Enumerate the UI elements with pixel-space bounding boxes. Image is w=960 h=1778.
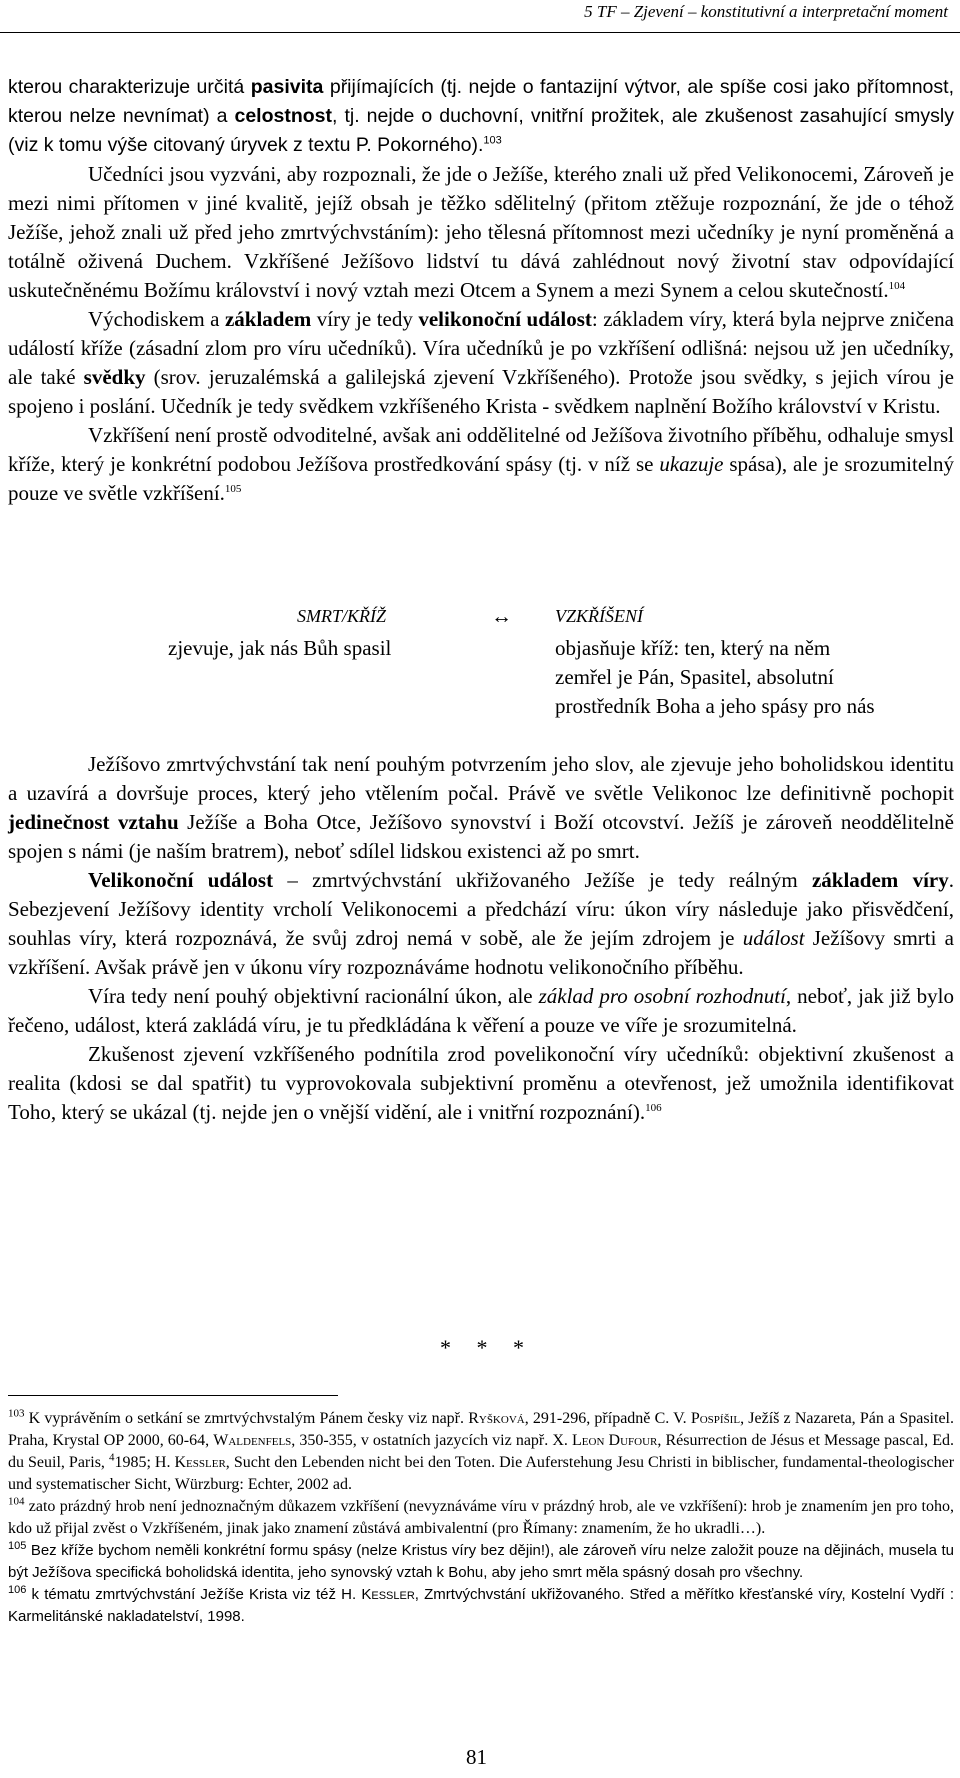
text-run: Ježíše a Boha Otce, Ježíšovo synovství i Boží otcovství. Ježíš je zároveň neoddělitelně spojen s námi (je naším bratrem), neboť sdílel lidskou existenci až po smrt.: [8, 810, 954, 863]
paragraph-4: [8, 421, 954, 508]
text-run: kterou charakterizuje určitá: [8, 76, 251, 98]
footnote-number: 104: [8, 1495, 25, 1508]
footnote-ref-104[interactable]: 104: [888, 280, 906, 292]
text-run: , Résurrection de Jésus et Message pascal, Ed. du Seuil, Paris,: [8, 1432, 954, 1471]
text-run: K vyprávěním o setkání se zmrtvýchvstalým Pánem česky viz např.: [24, 1410, 469, 1427]
paragraph-2: [8, 160, 954, 305]
text-run: , Sucht den Lebenden nicht bei den Toten. Die Auferstehung Jesu Christi in biblischer, fundamental-theologischer und systematischer Sicht, Würzburg: Echter, 2002 ad.: [8, 1454, 955, 1493]
emphasis-velikonocni-udalost: velikonoční událost: [418, 307, 592, 331]
text-run: spása), ale je srozumitelný pouze ve světle vzkříšení.: [8, 452, 955, 505]
paragraph-7: [8, 982, 954, 1040]
author-name: Leon Dufour: [572, 1432, 658, 1449]
section-separator: * * *: [440, 1335, 534, 1360]
emphasis-pasivita: pasivita: [250, 76, 324, 98]
text-run: Ježíšovo zmrtvýchvstání tak není pouhým potvrzením jeho slov, ale zjevuje jeho boholidskou identitu a uzavírá a dovršuje proces, který jeho vtělením počal. Právě ve světle Velikonoc lze definitivně pochopit: [8, 752, 954, 805]
text-run: Zkušenost zjevení vzkříšeného podnítila zrod povelikonoční víry učedníků: objektivní zkušenost a realita (kdosi se dal spatřit) tu vyprovokovala subjektivní proměnu a otevřenost, jež umožnila identifikovat Toho, který se ukázal (tj. nejde jen o vnější vidění, ale i vnitřní rozpoznání).: [8, 1042, 954, 1124]
main-text-continued: [8, 750, 954, 1127]
paragraph-8: [8, 1040, 954, 1127]
figure-left-text: zjevuje, jak nás Bůh spasil: [168, 636, 392, 660]
text-run: , Ježíš z Nazareta, Pán a Spasitel. Praha, Krystal OP 2000, 60-64,: [8, 1410, 954, 1449]
text-run: Vzkříšení není prostě odvoditelné, avšak ani oddělitelné od Ježíšova životního příběhu, odhaluje smysl kříže, který je konkrétní podobou Ježíšova prostředkování spásy (tj. v níž se: [8, 423, 954, 476]
footnote-divider: [8, 1395, 338, 1396]
text-run: k tématu zmrtvýchvstání Ježíše Krista viz též H.: [26, 1586, 362, 1603]
author-name: Pospíšil: [690, 1410, 741, 1427]
paragraph-6: [8, 866, 954, 982]
footnote-number: 105: [8, 1540, 27, 1552]
text-run: . Sebezjevení Ježíšovy identity vrcholí Velikonocemi a předchází víru: úkon víry následuje jako přisvědčení, souhlas víry, která rozpoznává, že svůj zdroj nemá v sobě, ale že jejím zdrojem je: [8, 868, 954, 950]
text-run: , 291-296, případně C. V.: [524, 1410, 691, 1427]
text-run: (srov. jeruzalémská a galilejská zjevení Vzkříšeného). Protože jsou svědky, s jejich vírou je spojeno i poslání. Učedník je tedy svědkem vzkříšeného Krista - svědkem naplnění Božího království v Kristu.: [8, 365, 954, 418]
emphasis-svedky: svědky: [83, 365, 146, 389]
text-run: Učedníci jsou vyzváni, aby rozpoznali, že jde o Ježíše, kterého znali už před Velikonocemi, Zároveň je mezi nimi přítomen v jiné kvalitě, jejíž obsah je těžko sdělitelný (přitom ztěžuje rozpoznání, že jde o téhož Ježíše, jehož znali už před jeho zmrtvýchvstáním): jeho tělesná přítomnost mezi učedníky je nyní proměněná a totálně oživená Duchem. Vzkříšené Ježíšovo lidství tu dává zahlédnout nový životní stav odpovídající uskutečněnému Božímu království i nový vztah mezi Otcem a Synem a mezi Synem a celou skutečností.: [8, 162, 954, 302]
figure-right-text: [555, 634, 955, 721]
text-run: Víra tedy není pouhý objektivní racionální úkon, ale: [88, 984, 539, 1008]
italic-udalost: událost: [742, 926, 805, 950]
italic-ukazuje: ukazuje: [659, 452, 724, 476]
text-run: – zmrtvýchvstání ukřižovaného Ježíše je tedy reálným: [273, 868, 812, 892]
emphasis-jedinecnost-vztahu: jedinečnost vztahu: [8, 810, 179, 834]
text-run: , Zmrtvýchvstání ukřižovaného. Střed a měřítko křesťanské víry, Kostelní Vydří : Karmelitánské nakladatelství, 1998.: [8, 1586, 955, 1625]
header-divider: [0, 32, 960, 33]
edition-superscript: 4: [108, 1451, 115, 1464]
emphasis-zakladem-viry: základem víry: [811, 868, 949, 892]
paragraph-1: [8, 73, 954, 160]
footnote-ref-105[interactable]: 105: [224, 483, 242, 495]
page-number: 81: [466, 1745, 487, 1769]
emphasis-celostnost: celostnost: [234, 105, 333, 127]
paragraph-5: [8, 750, 954, 866]
author-name: Waldenfels: [213, 1432, 292, 1449]
figure-right-line: zemřel je Pán, Spasitel, absolutní: [555, 665, 834, 689]
figure-right-heading: VZKŘÍŠENÍ: [555, 606, 643, 626]
footnote-103: [8, 1408, 954, 1496]
text-run: víry je tedy: [311, 307, 419, 331]
double-arrow-icon: ↔: [491, 604, 512, 628]
emphasis-zakladem: základem: [224, 307, 312, 331]
text-run: , 350-355, v ostatních jazycích viz např. X.: [291, 1432, 573, 1449]
text-run: Bez kříže bychom neměli konkrétní formu spásy (nelze Kristus víry bez dějin!), ale zároveň víru nelze založit pouze na dějinách, musela tu být Ježíšova specifická boholidská identita, jeho synovský vztah k Bohu, aby jeho smrt měla spásný dosah pro všechny.: [8, 1542, 954, 1581]
text-run: , tj. nejde o duchovní, vnitřní prožitek, ale zkušenost zasahující smysly (viz k tomu výše citovaný úryvek z textu P. Pokorného).: [8, 105, 954, 156]
text-run: zato prázdný hrob není jednoznačným důkazem vzkříšení (nevyznáváme víru v prázdný hrob, ale ve vzkříšení): hrob je znamením jen pro toho, kdo už přijal zvěst o Vzkříšeném, jinak jako znamení zůstává ambivalentní (pro Římany: znamením, že ho ukradli…).: [8, 1498, 954, 1537]
text-run: přijímajících (tj. nejde o fantazijní výtvor, ale spíše cosi jako přítomnost, kterou nelze nevnímat) a: [8, 76, 954, 127]
figure-right-line: objasňuje kříž: ten, který na něm: [555, 636, 831, 660]
footnote-number: 103: [8, 1407, 25, 1420]
author-name: Ryšková: [468, 1410, 525, 1427]
footnote-106: [8, 1584, 954, 1628]
author-name: Kessler: [174, 1454, 226, 1471]
running-header: 5 TF – Zjevení – konstitutivní a interpretační moment: [584, 2, 948, 21]
text-run: Východiskem a: [88, 307, 225, 331]
figure-left-heading: SMRT/KŘÍŽ: [297, 606, 387, 626]
italic-zaklad-pro-osobni-rozhodnuti: základ pro osobní rozhodnutí: [538, 984, 786, 1008]
author-name: Kessler: [361, 1586, 415, 1603]
paragraph-3: [8, 305, 954, 421]
text-run: : základem víry, která byla nejprve zničena událostí kříže (zásadní zlom pro víru učedníků). Víra učedníků je po vzkříšení odlišná: nejsou už jen učedníky, ale také: [8, 307, 954, 389]
footnote-104: [8, 1496, 954, 1540]
main-text: [8, 73, 954, 508]
emphasis-velikonocni-udalost: Velikonoční událost: [88, 868, 274, 892]
footnotes: [8, 1408, 954, 1628]
text-run: Ježíšovy smrti a vzkříšení. Avšak právě jen v úkonu víry rozpoznáváme hodnotu velikonočního příběhu.: [8, 926, 955, 979]
footnote-ref-106[interactable]: 106: [645, 1102, 662, 1114]
footnote-ref-103[interactable]: 103: [483, 134, 502, 147]
footnote-105: [8, 1540, 954, 1584]
text-run: , neboť, jak již bylo řečeno, událost, která zakládá víru, je tu předkládána k věření a pouze ve víře je srozumitelná.: [8, 984, 955, 1037]
figure-right-line: prostředník Boha a jeho spásy pro nás: [555, 694, 875, 718]
footnote-number: 106: [8, 1584, 27, 1596]
text-run: 1985; H.: [114, 1454, 175, 1471]
